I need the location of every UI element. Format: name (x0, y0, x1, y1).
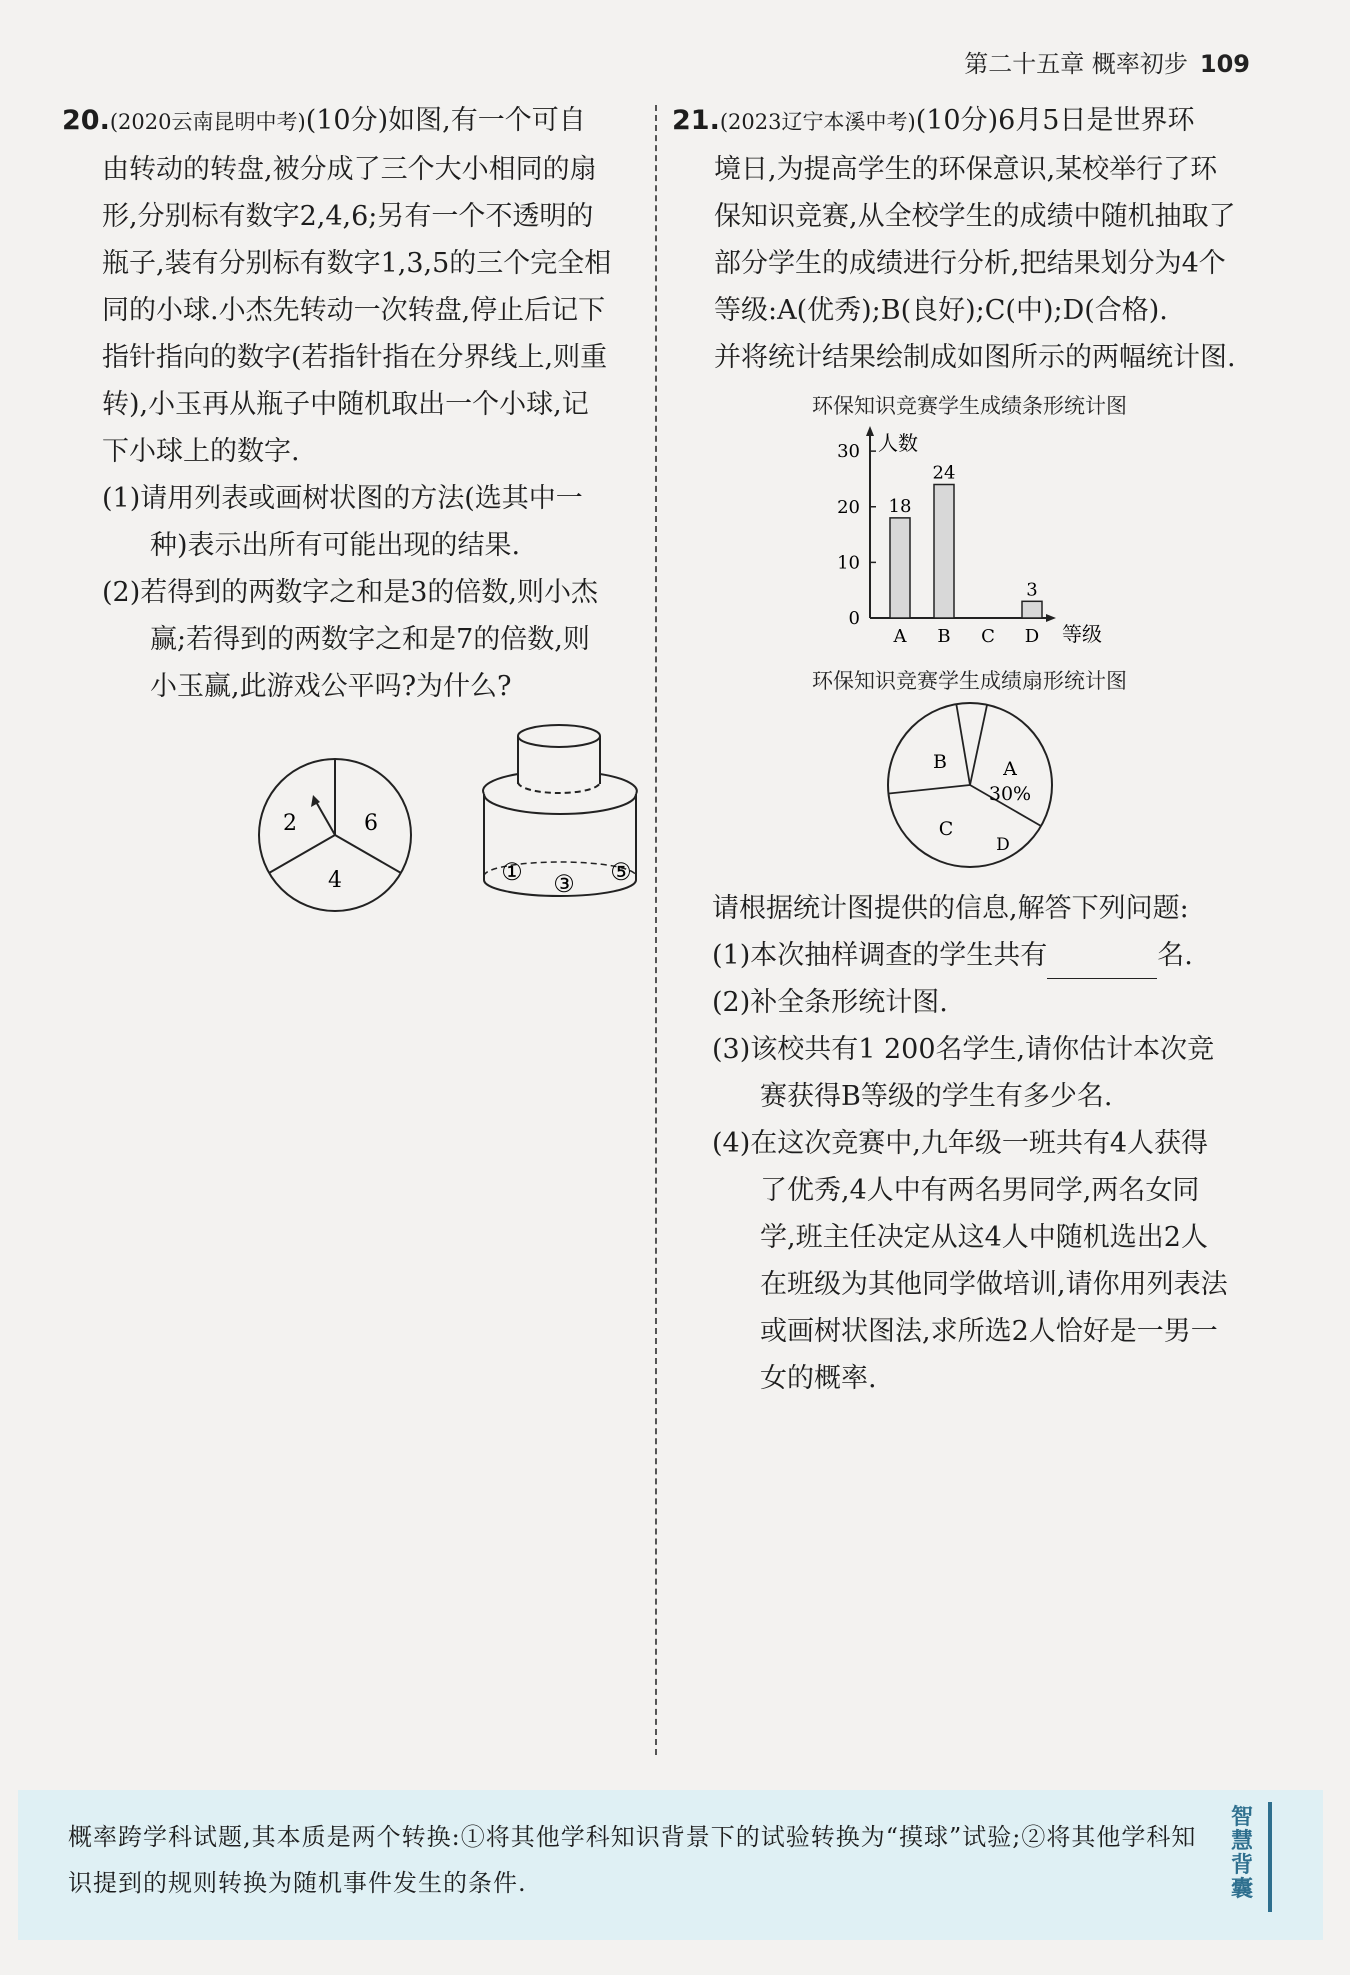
pie-slice-divider (956, 704, 970, 785)
q20-sub1-line-2: 种)表示出所有可能出现的结果. (150, 530, 521, 561)
bar-D (1022, 601, 1042, 618)
x-axis-label: 等级 (1062, 622, 1102, 646)
page-number: 109 (1199, 50, 1250, 78)
q21-number: 21. (672, 105, 720, 136)
column-divider (655, 105, 657, 1755)
q21-stem-1: 境日,为提高学生的环保意识,某校举行了环 (714, 154, 1218, 185)
question-21 (672, 97, 1272, 381)
tip-accent-bar (1268, 1802, 1272, 1912)
q21-sub4-line-6: 女的概率. (760, 1363, 877, 1394)
q21-stem-2: 保知识竞赛,从全校学生的成绩中随机抽取了 (714, 201, 1236, 232)
q21-sub4-line-4: 在班级为其他同学做培训,请你用列表法 (760, 1269, 1228, 1300)
tip-side-label: 智慧背囊 (1231, 1805, 1254, 1902)
y-axis-arrow-icon (866, 426, 874, 436)
q20-sub1-line-1: (1)请用列表或画树状图的方法(选其中一 (102, 483, 583, 514)
jar-shoulder-front (484, 794, 636, 814)
q21-sub4-line-5: 或画树状图法,求所选2人恰好是一男一 (760, 1316, 1218, 1347)
x-tick-label: A (893, 626, 907, 647)
q21-sub1-text: (1)本次抽样调查的学生共有 (712, 940, 1048, 971)
q20-sub2-line-1: (2)若得到的两数字之和是3的倍数,则小杰 (102, 577, 599, 608)
bar-data-label: 24 (932, 462, 956, 484)
bar-A (890, 518, 910, 618)
q20-stem-7: 下小球上的数字. (102, 436, 300, 467)
q20-stem-1: 由转动的转盘,被分成了三个大小相同的扇 (102, 154, 597, 185)
x-axis-arrow-icon (1046, 614, 1056, 622)
q20-points: (10分) (305, 105, 389, 136)
q21-line-1 (672, 97, 1272, 146)
spinner-divider (335, 835, 401, 873)
ball-label: ③ (553, 870, 575, 898)
chapter-title: 第二十五章 概率初步 (964, 50, 1188, 78)
q20-sub2 (102, 569, 647, 710)
pie-label-b: B (933, 751, 947, 773)
q20-sub2-line-2: 赢;若得到的两数字之和是7的倍数,则 (150, 624, 590, 655)
q20-stem-5: 指针指向的数字(若指针指在分界线上,则重 (102, 342, 608, 373)
pie-percent-a: 30% (988, 783, 1032, 805)
answer-blank[interactable] (1047, 948, 1157, 979)
q21-sub4-line-3: 学,班主任决定从这4人中随机选出2人 (760, 1222, 1208, 1253)
page-header (964, 44, 1250, 79)
q20-stem-4: 同的小球.小杰先转动一次转盘,停止后记下 (102, 295, 606, 326)
q21-sub3 (712, 1026, 1272, 1120)
q21-stem-3: 部分学生的成绩进行分析,把结果划分为4个 (714, 248, 1226, 279)
q21-source: (2023辽宁本溪中考) (719, 110, 916, 134)
pie-slice-divider (970, 705, 987, 785)
spinner-figure (245, 755, 430, 915)
q20-stem-3: 瓶子,装有分别标有数字1,3,5的三个完全相 (102, 248, 612, 279)
q21-sub2: (2)补全条形统计图. (712, 987, 948, 1018)
pie-label-d: D (996, 835, 1010, 855)
pie-label-c: C (938, 818, 954, 840)
q21-sub1 (712, 932, 1272, 979)
x-tick-label: D (1024, 626, 1040, 647)
pie-slice-divider (888, 785, 970, 794)
bar-chart (830, 420, 1120, 650)
q21-sub3-line-1: (3)该校共有1 200名学生,请你估计本次竞 (712, 1034, 1215, 1065)
y-axis-label: 人数 (878, 431, 918, 455)
jar-figure (478, 718, 653, 900)
ball-label: ① (501, 858, 523, 886)
spinner-label: 4 (328, 868, 342, 893)
q20-sub2-line-3: 小玉赢,此游戏公平吗?为什么? (150, 671, 512, 702)
q20-sub1 (102, 475, 647, 569)
q21-sub4-line-1: (4)在这次竞赛中,九年级一班共有4人获得 (712, 1128, 1209, 1159)
q20-stem-0: 如图,有一个可自 (388, 105, 586, 136)
bar-B (934, 485, 954, 619)
tip-box (18, 1790, 1323, 1940)
pie-chart-title: 环保知识竞赛学生成绩扇形统计图 (812, 669, 1127, 693)
tip-text: 概率跨学科试题,其本质是两个转换:①将其他学科知识背景下的试验转换为“摸球”试验;②将其他学科知识提到的规则转换为随机事件发生的条件. (68, 1823, 1197, 1897)
q21-sub4 (712, 1120, 1272, 1402)
y-tick-label: 10 (837, 552, 860, 574)
x-tick-label: C (981, 626, 995, 647)
spinner-divider (269, 835, 335, 873)
pie-label-a: A (1003, 758, 1017, 780)
ball-label: ⑤ (610, 858, 632, 886)
q21-sub1-suffix: 名. (1157, 940, 1193, 971)
q20-source: (2020云南昆明中考) (109, 110, 306, 134)
bar-chart-title: 环保知识竞赛学生成绩条形统计图 (812, 394, 1127, 418)
y-tick-label: 0 (848, 608, 860, 629)
q20-stem-6: 转),小玉再从瓶子中随机取出一个小球,记 (102, 389, 589, 420)
y-tick-label: 20 (837, 496, 860, 518)
q21-stem-0: 6月5日是世界环 (998, 105, 1195, 136)
pie-chart (880, 700, 1060, 870)
spinner-label: 2 (283, 811, 297, 836)
q20-stem-2: 形,分别标有数字2,4,6;另有一个不透明的 (102, 201, 594, 232)
spinner-pointer (315, 800, 335, 835)
q21-subquestions (712, 885, 1272, 1402)
q20-line-1 (62, 97, 647, 146)
q21-points: (10分) (915, 105, 999, 136)
q21-stem-5: 并将统计结果绘制成如图所示的两幅统计图. (714, 342, 1236, 373)
x-tick-label: B (937, 626, 951, 647)
y-tick-label: 30 (837, 441, 860, 463)
q21-sub4-line-2: 了优秀,4人中有两名男同学,两名女同 (760, 1175, 1200, 1206)
bar-data-label: 18 (888, 495, 912, 517)
q21-sub3-line-2: 赛获得B等级的学生有多少名. (760, 1081, 1113, 1112)
q21-prompt: 请根据统计图提供的信息,解答下列问题: (712, 893, 1189, 924)
jar-neck-bottom (518, 782, 600, 793)
spinner-label: 6 (364, 811, 378, 836)
q21-stem-4: 等级:A(优秀);B(良好);C(中);D(合格). (714, 295, 1168, 326)
jar-shoulder (483, 774, 637, 794)
q20-number: 20. (62, 105, 110, 136)
question-20 (62, 97, 647, 710)
jar-mouth (518, 725, 600, 747)
bar-data-label: 3 (1026, 579, 1038, 601)
